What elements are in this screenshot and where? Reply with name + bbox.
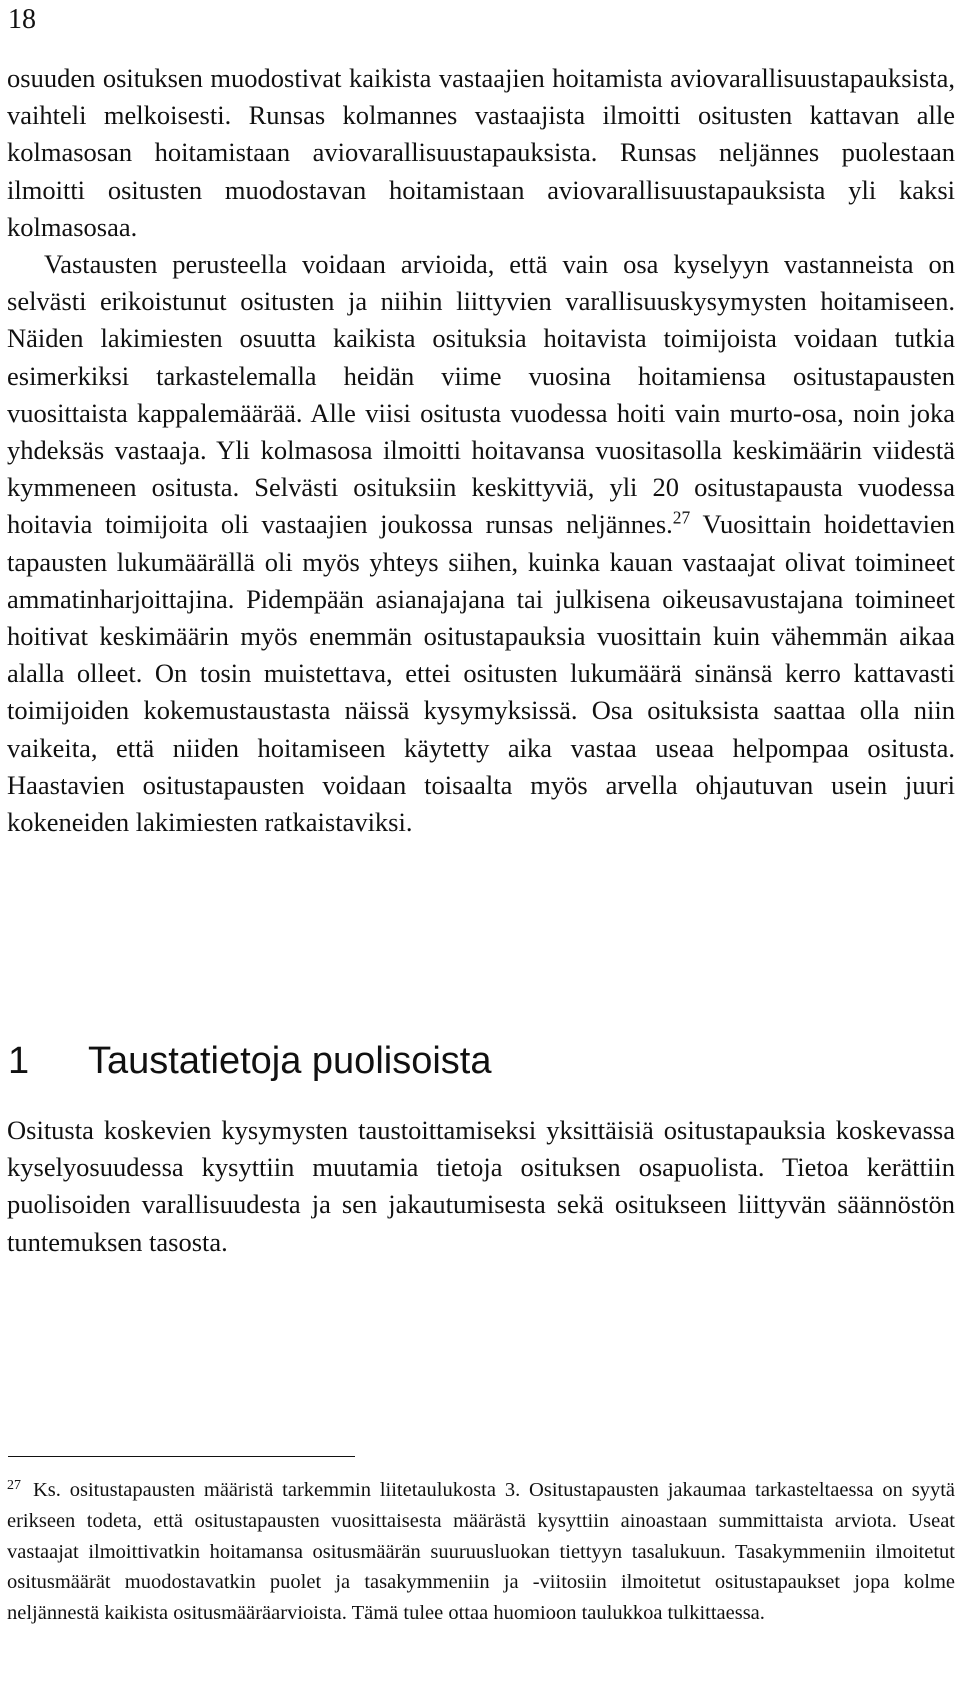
section-title: Taustatietoja puolisoista (88, 1040, 492, 1082)
body-text-top (7, 60, 955, 841)
footnote-reference: 27 (672, 507, 691, 528)
paragraph-text: Vastausten perusteella voidaan arvioida, että vain osa kyselyyn vastanneista on selvästi erikoistunut ositusten ja niihin liittyvien varallisuuskysymysten hoitamiseen. Näiden lakimiesten osuutta kaikista osituksia hoitavista toimijoista voidaan tutkia esimerkiksi tarkastelemalla heidän viime vuosina hoitamiensa ositustapausten vuosittaista kappalemäärää. Alle viisi ositusta vuodessa hoiti vain murto-osa, noin joka yhdeksäs vastaaja. Yli kolmasosa ilmoitti hoitavansa vuositasolla keskimäärin viidestä kymmeneen ositusta. Selvästi osituksiin keskittyviä, yli 20 ositustapausta vuodessa hoitavia toimijoita oli vastaajien joukossa runsas neljännes. (7, 249, 955, 540)
footnote-divider (8, 1456, 355, 1457)
body-text-section (7, 1112, 955, 1261)
paragraph-ositusten-osuus: osuuden osituksen muodostivat kaikista vastaajien hoitamista aviovarallisuustapauksista, vaihteli melkoisesti. Runsas kolmannes vastaajista ilmoitti ositusten kattavan alle kolmasosan hoitamistaan aviovarallisuustapauksista. Runsas neljännes puolestaan ilmoitti ositusten muodostavan hoitamistaan aviovarallisuustapauksista yli kaksi kolmasosaa. (7, 63, 955, 242)
section-number: 1 (8, 1040, 30, 1082)
paragraph-text-continued: Vuosittain hoidettavien tapausten lukumäärällä oli myös yhteys siihen, kuinka kauan vastaajat olivat toimineet ammatinharjoittajina. Pidempään asianajajana tai julkisena oikeusavustajana toimineet hoitivat keskimäärin myös enemmän ositustapauksia vuosittain kuin vähemmän aikaa alalla olleet. On tosin muistettava, ettei ositusten lukumäärä sinänsä kerro kattavasti toimijoiden kokemustaustasta näissä kysymyksissä. Osa osituksista saattaa olla niin vaikeita, että niiden hoitamiseen käytetty aika vastaa useaa helpompaa ositusta. Haastavien ositustapausten voidaan toisaalta myös arvella ohjautuvan usein juuri kokeneiden lakimiesten ratkaistaviksi. (7, 509, 955, 838)
paragraph-vastausten-perusteella (7, 246, 955, 841)
footnote-text: Ks. ositustapausten määristä tarkemmin liitetaulukosta 3. Ositustapausten jakaumaa tarkasteltaessa on syytä erikseen todeta, että ositustapausten vuosittaisesta määrästä kysyttiin ainoastaan summittaista arviota. Useat vastaajat ilmoittivatkin hoitamansa ositusmäärän suuruusluokan tiettyyn tasalukuun. Tasakymmeniin ilmoitetut ositusmäärät muodostavatkin puolet ja tasakymmeniin ja -viitosiin ilmoitetut ositustapaukset jopa kolme neljännestä kaikista ositusmääräarvioista. Tämä tulee ottaa huomioon taulukkoa tulkittaessa. (7, 1479, 955, 1625)
section-heading (8, 1042, 491, 1080)
page-number: 18 (8, 4, 36, 35)
footnote: 27 Ks. ositustapausten määristä tarkemmin liitetaulukosta 3. Ositustapausten jakaumaa tarkasteltaessa on syytä erikseen todeta, että ositustapausten vuosittaisesta määrästä kysyttiin ainoastaan summittaista arviota. Useat vastaajat ilmoittivatkin hoitamansa ositusmäärän suuruusluokan tiettyyn tasalukuun. Tasakymmeniin ilmoitetut ositusmäärät muodostavatkin puolet ja tasakymmeniin ja -viitosiin ilmoitetut ositustapaukset jopa kolme neljännestä kaikista ositusmääräarvioista. Tämä tulee ottaa huomioon taulukkoa tulkittaessa. (7, 1478, 955, 1625)
paragraph-taustatietoja: Ositusta koskevien kysymysten taustoittamiseksi yksittäisiä ositustapauksia koskevassa kyselyosuudessa kysyttiin muutamia tietoja osituksen osapuolista. Tietoa kerättiin puolisoiden varallisuudesta ja sen jakautumisesta sekä ositukseen liittyvän säännöstön tuntemuksen tasosta. (7, 1115, 955, 1257)
